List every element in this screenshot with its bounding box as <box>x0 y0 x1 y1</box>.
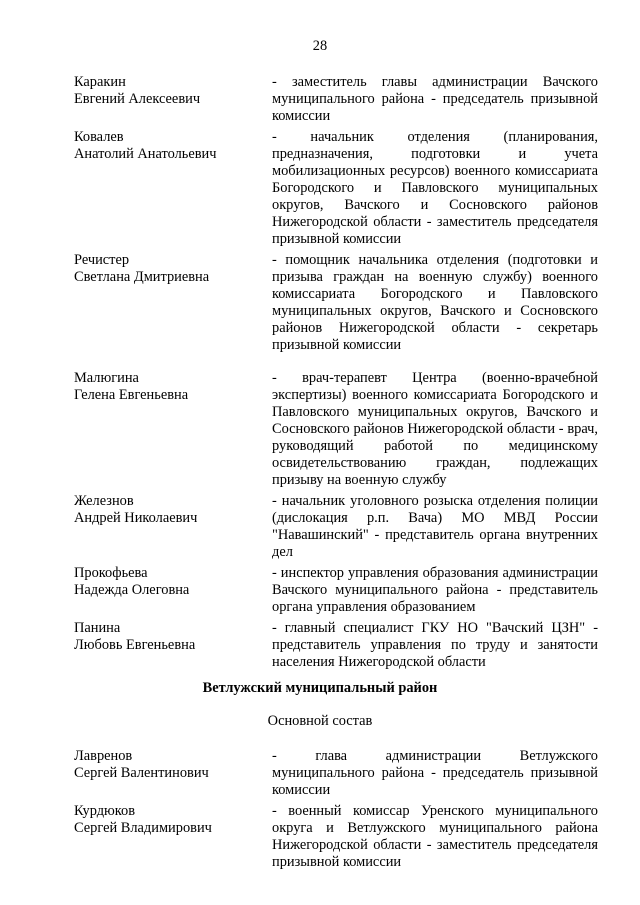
member-entry <box>74 803 598 871</box>
member-surname: Прокофьева <box>74 565 148 581</box>
member-entry <box>74 620 598 671</box>
member-surname: Ковалев <box>74 129 124 145</box>
member-name <box>74 748 272 799</box>
member-surname: Каракин <box>74 74 126 90</box>
member-given-name: Евгений Алексеевич <box>74 91 201 107</box>
member-entry <box>74 370 598 489</box>
member-given-name: Анатолий Анатольевич <box>74 146 217 162</box>
member-name <box>74 252 272 354</box>
member-surname: Курдюков <box>74 803 136 819</box>
member-name <box>74 370 272 489</box>
member-role: - начальник отделения (планирования, предназначения, подготовки и учета мобилизационных ресурсов) военного комиссариата Богородского и Павловского муниципальных округов, Вачского и Сосновского районов Нижегородской области - заместитель председателя призывной комиссии <box>272 129 598 247</box>
member-entry <box>74 565 598 616</box>
member-given-name: Сергей Валентинович <box>74 765 209 781</box>
member-given-name: Гелена Евгеньевна <box>74 387 189 403</box>
member-role: - помощник начальника отделения (подготовки и призыва граждан на военную службу) военного комиссариата Богородского и Павловского муниципальных округов, Вачского и Сосновского районов Нижегородской области - секретарь призывной комиссии <box>272 252 598 353</box>
member-surname: Лавренов <box>74 748 133 764</box>
page-number: 28 <box>312 38 328 54</box>
member-name <box>74 74 272 125</box>
member-surname: Речистер <box>74 252 130 268</box>
member-surname: Малюгина <box>74 370 139 386</box>
member-role: - врач-терапевт Центра (военно-врачебной экспертизы) военного комиссариата Богородского и Павловского муниципальных округов, Вачского и Сосновского районов Нижегородской области - врач, руководящий работой по медицинскому освидетельствованию граждан, подлежащих призыву на военную службу <box>272 370 598 488</box>
member-list-middle <box>74 370 598 671</box>
member-given-name: Сергей Владимирович <box>74 820 212 836</box>
subsection-heading: Основной состав <box>267 713 373 729</box>
member-entry <box>74 129 598 248</box>
member-role: - инспектор управления образования администрации Вачского муниципального района - представитель органа управления образованием <box>272 565 598 615</box>
section-heading: Ветлужский муниципальный район <box>202 680 438 696</box>
member-surname: Железнов <box>74 493 134 509</box>
member-surname: Панина <box>74 620 121 636</box>
member-entry <box>74 493 598 561</box>
member-role: - начальник уголовного розыска отделения полиции (дислокация р.п. Вача) МО МВД России "Навашинский" - представитель органа внутренних дел <box>272 493 598 560</box>
member-role: - заместитель главы администрации Вачского муниципального района - председатель призывной комиссии <box>272 74 598 124</box>
member-entry <box>74 252 598 354</box>
member-name <box>74 565 272 616</box>
member-given-name: Любовь Евгеньевна <box>74 637 196 653</box>
member-given-name: Надежда Олеговна <box>74 582 190 598</box>
member-given-name: Светлана Дмитриевна <box>74 269 210 285</box>
member-entry <box>74 74 598 125</box>
member-entry <box>74 748 598 799</box>
member-list-top <box>74 74 598 354</box>
member-role: - главный специалист ГКУ НО "Вачский ЦЗН" - представитель управления по труду и занятости населения Нижегородской области <box>272 620 598 670</box>
member-role: - глава администрации Ветлужского муниципального района - председатель призывной комиссии <box>272 748 598 798</box>
member-name <box>74 129 272 248</box>
member-name <box>74 493 272 561</box>
member-given-name: Андрей Николаевич <box>74 510 198 526</box>
member-list-bottom <box>74 748 598 871</box>
member-name <box>74 803 272 871</box>
member-name <box>74 620 272 671</box>
member-role: - военный комиссар Уренского муниципального округа и Ветлужского муниципального района Нижегородской области - заместитель председателя призывной комиссии <box>272 803 598 870</box>
